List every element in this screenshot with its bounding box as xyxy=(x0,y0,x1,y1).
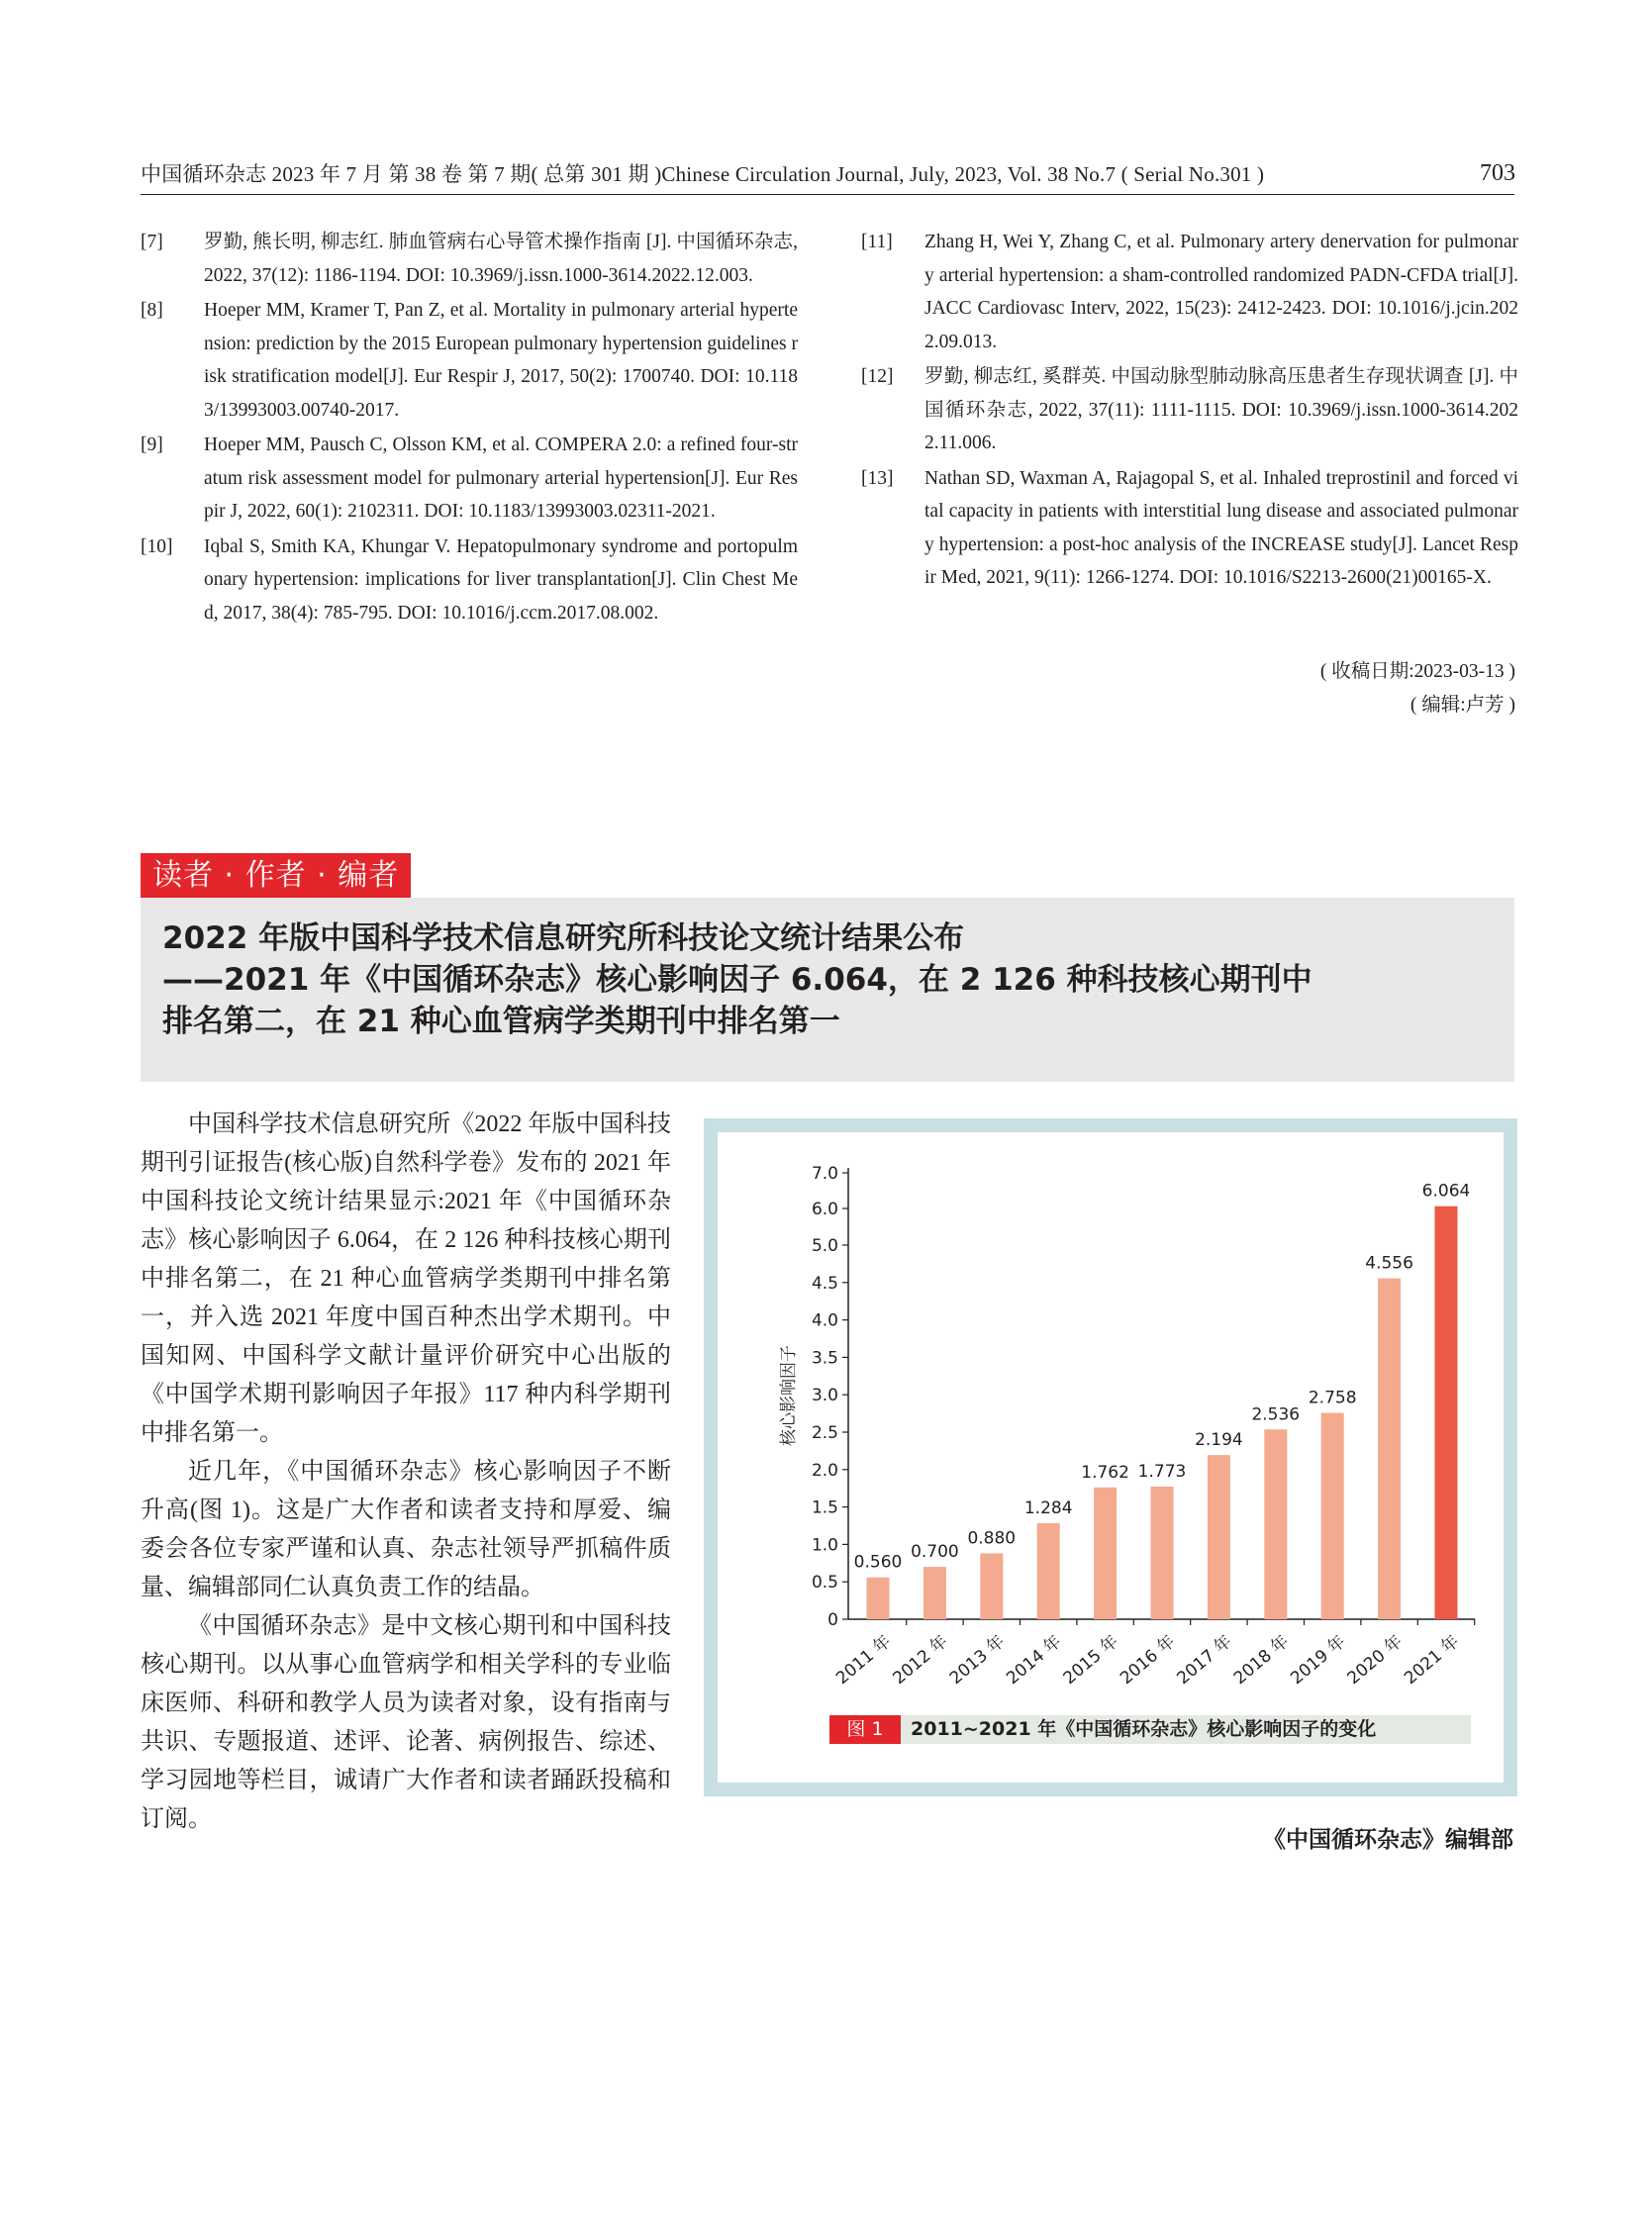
x-tick-label: 2017 年 xyxy=(1173,1631,1236,1690)
x-tick-label: 2018 年 xyxy=(1229,1631,1294,1690)
received-date: ( 收稿日期:2023-03-13 ) xyxy=(1319,661,1515,682)
y-tick-label: 2.5 xyxy=(811,1423,838,1443)
x-tick-label: 2016 年 xyxy=(1117,1631,1180,1690)
editor-credit: ( 编辑:卢芳 ) xyxy=(1409,695,1515,716)
bar-2020 xyxy=(1378,1279,1401,1619)
figure-caption xyxy=(829,1715,1471,1744)
body-paragraph: 近几年，《中国循环杂志》核心影响因子不断升高(图 1)。这是广大作者和读者支持和厚爱、编委会各位专家严谨和认真、杂志社领导严抓稿件质量、编辑部同仁认真负责工作的结晶。 xyxy=(141,1459,671,1600)
x-tick-label: 2013 年 xyxy=(945,1631,1010,1690)
body-paragraph: 《中国循环杂志》是中文核心期刊和中国科技核心期刊。以从事心血管病学和相关学科的专业临床医师、科研和教学人员为读者对象，设有指南与共识、专题报道、述评、论著、病例报告、综述、学习园地等栏目，诚请广大作者和读者踊跃投稿和订阅。 xyxy=(141,1613,671,1832)
article-title-line: 排名第二，在 21 种心血管病学类期刊中排名第一 xyxy=(162,1004,840,1039)
reference-number: [10] xyxy=(141,535,173,557)
bar-2021 xyxy=(1435,1207,1458,1619)
bar-value-label: 4.556 xyxy=(1365,1253,1413,1274)
y-tick-label: 3.0 xyxy=(811,1386,838,1406)
reference-text: Zhang H, Wei Y, Zhang C, et al. Pulmonary artery denervation for pulmonary arterial hypertension: a sham-controlled randomized PADN-CFDA trial[J]. JACC Cardiovasc Interv, 2022, 15(23): 2412-2423. DOI: 10.1016/j.jcin.2022.09.013. xyxy=(924,232,1518,352)
y-tick-label: 1.0 xyxy=(811,1535,838,1556)
x-tick-label: 2011 年 xyxy=(832,1631,896,1690)
y-tick-label: 7.0 xyxy=(811,1164,838,1184)
bar-2012 xyxy=(923,1567,946,1619)
bar-value-label: 0.560 xyxy=(853,1552,903,1573)
running-header: 中国循环杂志 2023 年 7 月 第 38 卷 第 7 期( 总第 301 期 )Chinese Circulation Journal, July, 2023, Vol. 38 No.7 ( Serial No.301 ) xyxy=(141,162,1265,186)
y-tick-label: 4.0 xyxy=(811,1310,838,1331)
bar-2014 xyxy=(1037,1523,1060,1619)
bar-2018 xyxy=(1264,1429,1287,1619)
reference-text: 罗勤, 柳志红, 奚群英. 中国动脉型肺动脉高压患者生存现状调查 [J]. 中国循环杂志, 2022, 37(11): 1111-1115. DOI: 10.3969/j.issn.1000-3614.2022.11.006. xyxy=(924,366,1518,453)
bar-value-label: 2.536 xyxy=(1251,1404,1301,1425)
bar-2013 xyxy=(980,1553,1003,1619)
bar-2016 xyxy=(1151,1487,1174,1619)
reference-number: [9] xyxy=(141,435,163,455)
bar-2017 xyxy=(1208,1455,1230,1619)
x-tick-label: 2021 年 xyxy=(1401,1631,1464,1690)
body-paragraph: 中国科学技术信息研究所《2022 年版中国科技期刊引证报告(核心版)自然科学卷》发布的 2021 年中国科技论文统计结果显示:2021 年《中国循环杂志》核心影响因子 6.064，在 2 126 种科技核心期刊中排名第二，在 21 种心血管病学类期刊中排名第一，并入选 2021 年度中国百种杰出学术期刊。中国知网、中国科学文献计量评价研究中心出版的《中国学术期刊影响因子年报》117 种内科学期刊中排名第一。 xyxy=(141,1111,671,1446)
x-tick-label: 2012 年 xyxy=(889,1631,952,1690)
bar-value-label: 2.194 xyxy=(1195,1430,1243,1451)
reference-number: [13] xyxy=(861,467,894,489)
x-tick-label: 2014 年 xyxy=(1003,1631,1066,1690)
y-tick-label: 0.5 xyxy=(811,1573,838,1593)
x-tick-label: 2015 年 xyxy=(1059,1631,1122,1690)
y-tick-label: 4.5 xyxy=(811,1273,838,1294)
y-tick-label: 0 xyxy=(827,1610,838,1630)
article-title-line: 2022 年版中国科学技术信息研究所科技论文统计结果公布 xyxy=(162,920,965,956)
figure-label: 图 1 xyxy=(829,1715,901,1744)
article-signature: 《中国循环杂志》编辑部 xyxy=(1263,1827,1513,1853)
y-tick-label: 1.5 xyxy=(811,1497,838,1518)
reference-number: [8] xyxy=(141,300,163,321)
y-tick-label: 2.0 xyxy=(811,1460,838,1481)
bar-value-label: 2.758 xyxy=(1308,1388,1357,1408)
figure-caption-text: 2011~2021 年《中国循环杂志》核心影响因子的变化 xyxy=(911,1718,1377,1740)
reference-text: 罗勤, 熊长明, 柳志红. 肺血管病右心导管术操作指南 [J]. 中国循环杂志, 2022, 37(12): 1186-1194. DOI: 10.3969/j.issn.1000-3614.2022.12.003. xyxy=(204,232,798,286)
y-tick-label: 5.0 xyxy=(811,1236,838,1256)
bar-2011 xyxy=(867,1578,890,1619)
bar-value-label: 1.762 xyxy=(1081,1462,1129,1483)
bar-2019 xyxy=(1321,1412,1344,1619)
bar-value-label: 1.284 xyxy=(1023,1497,1073,1518)
y-tick-label: 3.5 xyxy=(811,1348,838,1369)
bar-2015 xyxy=(1094,1488,1117,1619)
reference-text: Iqbal S, Smith KA, Khungar V. Hepatopulmonary syndrome and portopulmonary hypertension: implications for liver transplantation[J]. Clin Chest Med, 2017, 38(4): 785-795. DOI: 10.1016/j.ccm.2017.08.002. xyxy=(204,535,798,624)
y-axis-label: 核心影响因子 xyxy=(779,1345,799,1446)
article-title-line: ——2021 年《中国循环杂志》核心影响因子 6.064，在 2 126 种科技核心期刊中 xyxy=(162,962,1312,998)
bar-value-label: 0.700 xyxy=(911,1542,959,1563)
y-tick-label: 6.0 xyxy=(811,1200,838,1219)
x-tick-label: 2019 年 xyxy=(1287,1631,1350,1690)
bar-value-label: 1.773 xyxy=(1137,1461,1187,1482)
reference-text: Hoeper MM, Pausch C, Olsson KM, et al. COMPERA 2.0: a refined four-stratum risk assessment model for pulmonary arterial hypertension[J]. Eur Respir J, 2022, 60(1): 2102311. DOI: 10.1183/13993003.02311-2021. xyxy=(204,435,798,522)
page-number: 703 xyxy=(1480,160,1515,186)
reference-number: [11] xyxy=(861,232,893,252)
reference-number: [7] xyxy=(141,232,163,252)
column-tag: 读者 · 作者 · 编者 xyxy=(141,853,411,898)
reference-number: [12] xyxy=(861,366,894,387)
x-tick-label: 2020 年 xyxy=(1343,1631,1407,1690)
bar-value-label: 0.880 xyxy=(967,1528,1017,1549)
bar-value-label: 6.064 xyxy=(1421,1181,1471,1202)
reference-text: Nathan SD, Waxman A, Rajagopal S, et al. Inhaled treprostinil and forced vital capacity in patients with interstitial lung disease and associated pulmonary hypertension: a post-hoc analysis of the INCREASE study[J]. Lancet Respir Med, 2021, 9(11): 1266-1274. DOI: 10.1016/S2213-2600(21)00165-X. xyxy=(924,467,1518,588)
reference-text: Hoeper MM, Kramer T, Pan Z, et al. Mortality in pulmonary arterial hypertension: prediction by the 2015 European pulmonary hypertension guidelines risk stratification model[J]. Eur Respir J, 2017, 50(2): 1700740. DOI: 10.1183/13993003.00740-2017. xyxy=(204,300,798,421)
